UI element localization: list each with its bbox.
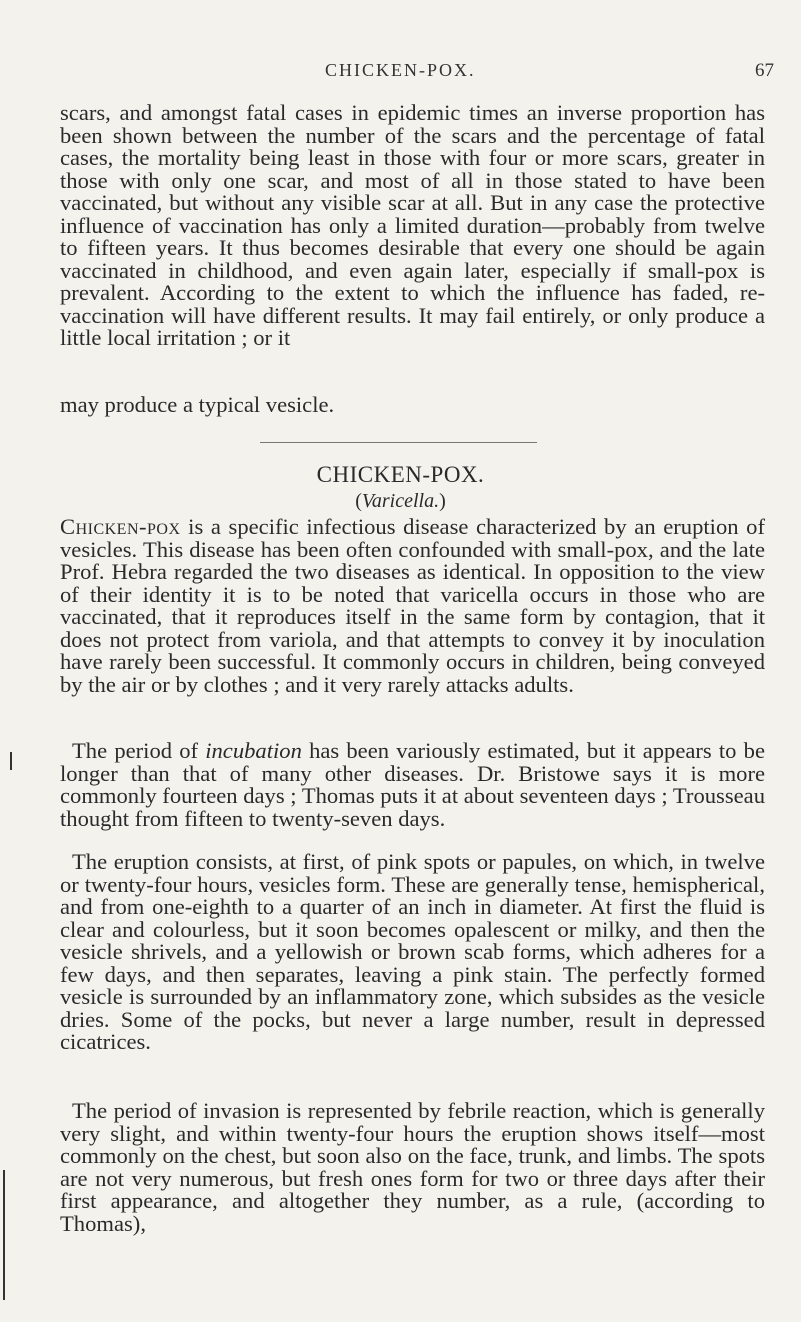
running-head	[0, 60, 801, 86]
paragraph-lead-term: Chicken-pox	[60, 514, 181, 539]
paragraph-definition	[60, 516, 765, 696]
page-number: 67	[755, 60, 774, 81]
section-subheading	[0, 490, 801, 513]
paragraph-incubation-text-a: The period of	[72, 738, 206, 763]
page-edge-mark	[10, 752, 12, 770]
running-head-title: CHICKEN-POX.	[325, 60, 476, 80]
paragraph-eruption: The eruption consists, at first, of pink spots or papules, on which, in twelve or twenty-four hours, vesicles form. These are generally tense, hemispherical, and from one-eighth to a quarter of an inch in diameter. At first the fluid is clear and colourless, but it soon becomes opalescent or milky, and then the vesicle shrivels, and a yellowish or brown scab forms, which adheres for a few days, and then separates, leaving a pink stain. The perfectly formed vesicle is surrounded by an inflammatory zone, which subsides as the vesicle dries. Some of the pocks, but never a large number, result in depressed cicatrices.	[60, 849, 765, 1054]
subheading-open-paren: (	[355, 490, 362, 512]
section-heading: CHICKEN-POX.	[316, 462, 485, 487]
paragraph-incubation-text-b: has been variously estimated, but it appears to be longer than that of many other diseases. Dr. Bristowe says it is more commonly fourteen days ; Thomas puts it at about seventeen days ; Trousseau thought from fifteen to twenty-seven days.	[60, 738, 765, 831]
section-divider	[260, 442, 537, 443]
paragraph-incubation-term: incubation	[205, 738, 302, 763]
continued-paragraph-last-line: may produce a typical vesicle.	[60, 392, 335, 417]
paragraph-incubation	[60, 740, 765, 830]
subheading-close-paren: )	[439, 490, 446, 512]
paragraph-invasion: The period of invasion is represented by febrile reaction, which is generally very slight, and within twenty-four hours the eruption shows itself—most commonly on the chest, but soon also on the face, trunk, and limbs. The spots are not very numerous, but fresh ones form for two or three days after their first appearance, and altogether they number, as a rule, (according to Thomas),	[60, 1098, 765, 1236]
continued-paragraph: scars, and amongst fatal cases in epidemic times an inverse proportion has been shown between the number of the scars and the percentage of fatal cases, the mortality being least in those with four or more scars, greater in those with only one scar, and most of all in those stated to have been vaccinated, but without any visible scar at all. But in any case the protective influence of vaccination has only a limited duration—probably from twelve to fifteen years. It thus becomes desirable that every one should be again vaccinated in childhood, and even again later, especially if small-pox is prevalent. According to the extent to which the influence has faded, re-vaccination will have different results. It may fail entirely, or only produce a little local irritation ; or it	[60, 100, 765, 350]
paragraph-definition-text: is a specific infectious disease characterized by an eruption of vesicles. This disease has been often confounded with small-pox, and the late Prof. Hebra regarded the two diseases as identical. In opposition to the view of their identity it is to be noted that varicella occurs in those who are vaccinated, that it reproduces itself in the same form by contagion, that it does not protect from variola, and that attempts to convey it by inoculation have rarely been successful. It commonly occurs in children, being conveyed by the air or by clothes ; and it very rarely attacks adults.	[60, 514, 765, 697]
page-edge-shadow	[3, 1170, 5, 1300]
subheading-latin-name: Varicella.	[361, 490, 440, 512]
